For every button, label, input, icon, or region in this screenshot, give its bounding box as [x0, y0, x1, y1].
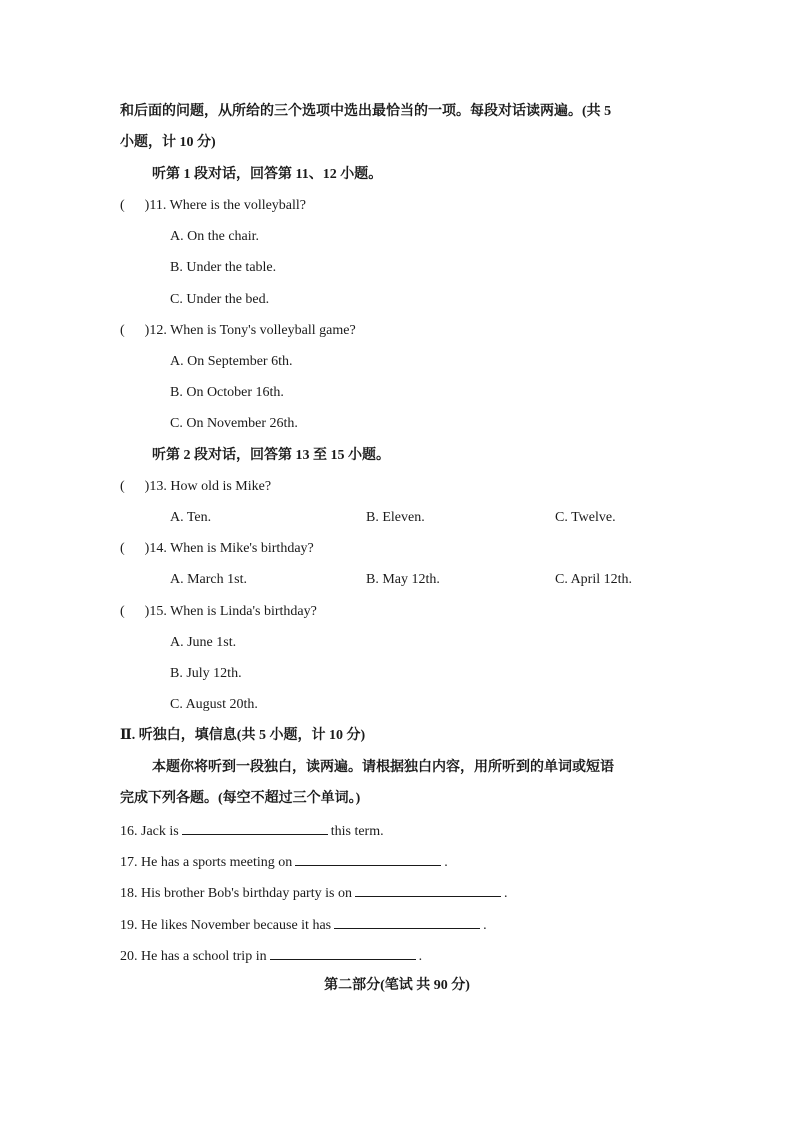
- fill-text-pre: 19. He likes November because it has: [120, 918, 332, 933]
- fill-text-pre: 18. His brother Bob's birthday party is on: [120, 886, 352, 901]
- section-2-instruction-1: 本题你将听到一段独白，读两遍。请根据独白内容，用所听到的单词或短语: [152, 760, 614, 775]
- answer-paren-close: ): [144, 198, 150, 213]
- question-11: [120, 196, 306, 216]
- option-15-b: B. July 12th.: [170, 666, 242, 681]
- fill-text-post: this term.: [330, 824, 384, 839]
- question-15: [120, 602, 317, 622]
- fill-text-pre: 16. Jack is: [120, 824, 179, 839]
- fill-blank-18[interactable]: [355, 882, 501, 897]
- option-14-c: C. April 12th.: [555, 572, 633, 587]
- fill-question-19: [120, 914, 487, 936]
- answer-paren-open: (: [120, 604, 125, 619]
- answer-paren-open: (: [120, 541, 125, 556]
- option-14-a: A. March 1st.: [170, 572, 247, 587]
- question-text: 11. Where is the volleyball?: [149, 198, 307, 213]
- answer-paren-open: (: [120, 479, 125, 494]
- fill-blank-17[interactable]: [295, 851, 441, 866]
- question-13: [120, 477, 271, 497]
- fill-question-20: [120, 945, 422, 967]
- option-13-b: B. Eleven.: [366, 510, 425, 525]
- option-12-a: A. On September 6th.: [170, 354, 293, 369]
- answer-paren-close: ): [144, 479, 150, 494]
- fill-text-post: .: [483, 918, 487, 933]
- answer-paren-close: ): [144, 541, 150, 556]
- fill-blank-19[interactable]: [334, 914, 480, 929]
- question-text: 13. How old is Mike?: [149, 479, 272, 494]
- part-2-title: 第二部分(笔试 共 90 分): [324, 978, 470, 993]
- option-15-a: A. June 1st.: [170, 635, 237, 650]
- fill-text-pre: 20. He has a school trip in: [120, 949, 267, 964]
- option-13-a: A. Ten.: [170, 510, 212, 525]
- fill-text-post: .: [418, 949, 423, 964]
- option-12-c: C. On November 26th.: [170, 416, 298, 431]
- intro-line-2: 小题，计 10 分): [120, 135, 216, 150]
- option-14-b: B. May 12th.: [366, 572, 440, 587]
- answer-paren-open: (: [120, 323, 125, 338]
- option-11-a: A. On the chair.: [170, 229, 260, 244]
- answer-paren-open: (: [120, 198, 125, 213]
- fill-question-18: [120, 882, 507, 904]
- question-text: 14. When is Mike's birthday?: [149, 541, 314, 556]
- dialog-1-header: 听第 1 段对话，回答第 11、12 小题。: [152, 167, 383, 182]
- question-14: [120, 539, 314, 559]
- answer-paren-close: ): [144, 604, 150, 619]
- section-2-instruction-2: 完成下列各题。(每空不超过三个单词。): [120, 791, 361, 806]
- fill-text-post: .: [503, 886, 508, 901]
- intro-line-1: 和后面的问题，从所给的三个选项中选出最恰当的一项。每段对话读两遍。(共 5: [120, 104, 612, 119]
- option-12-b: B. On October 16th.: [170, 385, 284, 400]
- option-11-c: C. Under the bed.: [170, 292, 270, 307]
- option-11-b: B. Under the table.: [170, 260, 277, 275]
- fill-text-post: .: [444, 855, 448, 870]
- dialog-2-header: 听第 2 段对话，回答第 13 至 15 小题。: [152, 448, 390, 463]
- question-text: 12. When is Tony's volleyball game?: [149, 323, 356, 338]
- option-13-c: C. Twelve.: [555, 510, 616, 525]
- fill-question-16: [120, 820, 384, 842]
- question-12: [120, 321, 356, 341]
- fill-blank-20[interactable]: [270, 945, 416, 960]
- answer-paren-close: ): [144, 323, 150, 338]
- fill-blank-16[interactable]: [182, 820, 328, 835]
- fill-question-17: [120, 851, 448, 873]
- option-15-c: C. August 20th.: [170, 697, 258, 712]
- fill-text-pre: 17. He has a sports meeting on: [120, 855, 293, 870]
- question-text: 15. When is Linda's birthday?: [149, 604, 317, 619]
- section-2-title: Ⅱ. 听独白，填信息(共 5 小题，计 10 分): [120, 728, 366, 743]
